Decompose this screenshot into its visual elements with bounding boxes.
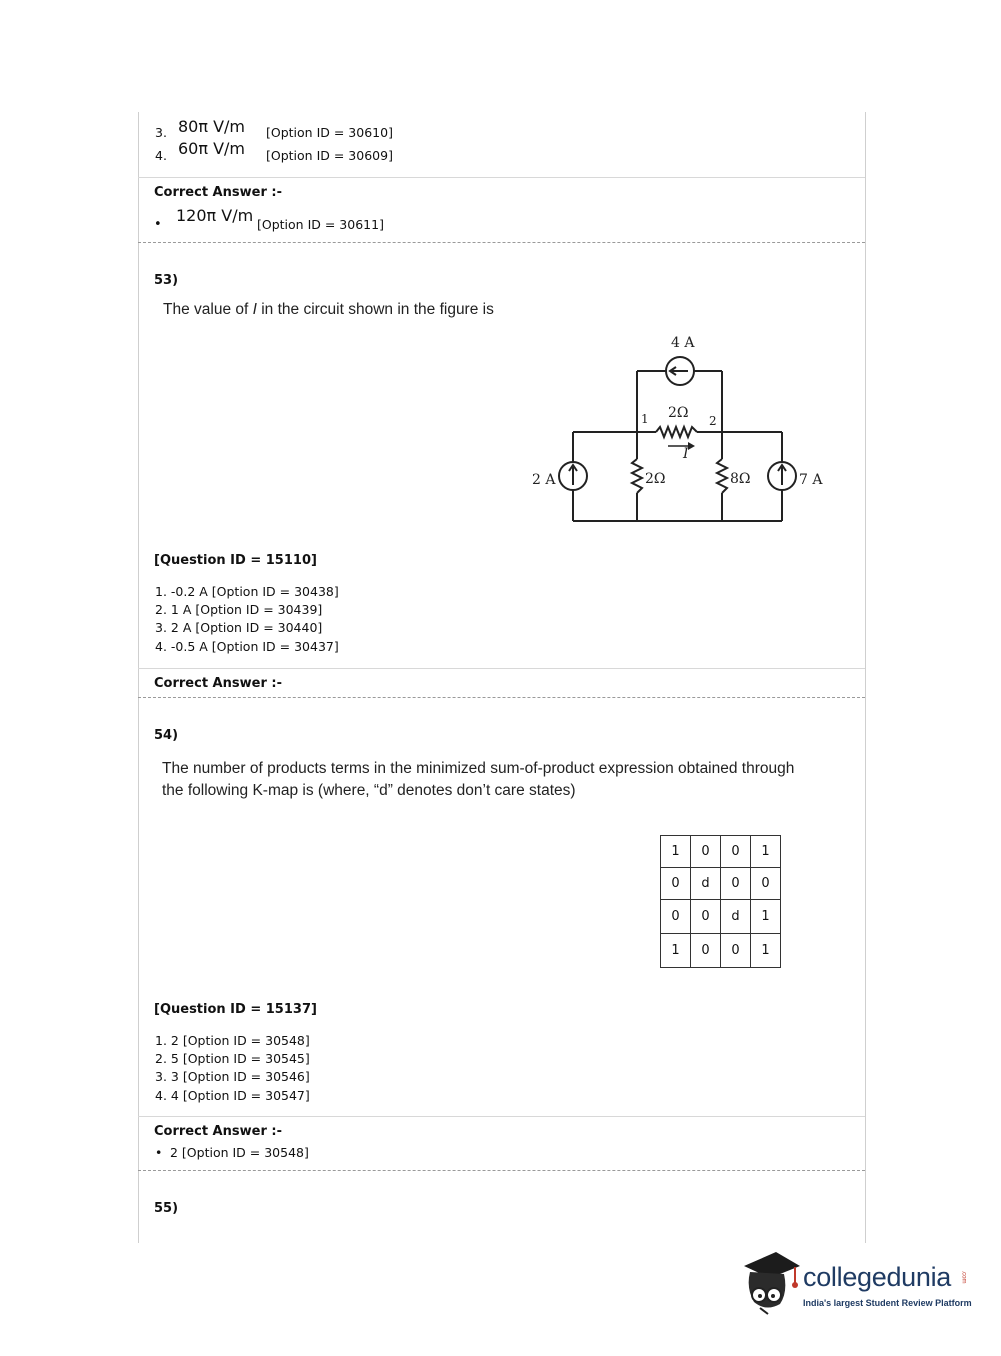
k-map-cell: 0 <box>721 868 751 900</box>
option-3-number: 3. <box>155 125 167 140</box>
k-map-cell: 0 <box>661 868 691 900</box>
label-source-top: 4 A <box>671 335 695 351</box>
question-text-53: The value of I in the circuit shown in the figure is <box>163 301 494 318</box>
option-53-3: 3. 2 A [Option ID = 30440] <box>155 620 323 636</box>
k-map-cell: d <box>721 900 751 934</box>
bullet: • <box>154 217 162 232</box>
k-map-row <box>661 868 781 900</box>
k-map-cell: 0 <box>661 900 691 934</box>
option-54-3: 3. 3 [Option ID = 30546] <box>155 1069 310 1085</box>
logo-suffix: .com <box>960 1270 967 1284</box>
option-53-4: 4. -0.5 A [Option ID = 30437] <box>155 638 339 654</box>
k-map-cell: 0 <box>691 900 721 934</box>
question-id-53: [Question ID = 15110] <box>154 553 317 568</box>
k-map-row <box>661 836 781 868</box>
correct-answer-label: Correct Answer :- <box>154 185 282 200</box>
label-r-right: 8Ω <box>730 471 751 487</box>
k-map-cell: 0 <box>691 836 721 868</box>
options-list-53 <box>155 583 339 656</box>
label-node-1: 1 <box>641 412 649 426</box>
label-current: I <box>683 446 689 462</box>
k-map-cell: 0 <box>751 868 781 900</box>
collegedunia-mascot-icon <box>740 1248 802 1318</box>
k-map-row <box>661 900 781 934</box>
question-id-54: [Question ID = 15137] <box>154 1002 317 1017</box>
option-4-value: 60π V/m <box>178 139 245 158</box>
circuit-diagram <box>525 325 835 530</box>
divider <box>138 177 865 178</box>
question-separator <box>138 697 865 698</box>
option-53-2: 2. 1 A [Option ID = 30439] <box>155 602 323 618</box>
k-map-cell: 1 <box>751 900 781 934</box>
k-map-cell: 0 <box>721 836 751 868</box>
label-source-right: 7 A <box>799 472 823 488</box>
option-4-number: 4. <box>155 148 167 163</box>
k-map-cell: 1 <box>751 934 781 968</box>
correct-answer-value: 120π V/m <box>176 206 254 225</box>
divider <box>138 1116 865 1117</box>
bullet: • <box>155 1145 163 1160</box>
logo-tagline: India's largest Student Review Platform <box>803 1298 972 1308</box>
option-4-id: [Option ID = 30609] <box>266 148 393 163</box>
k-map-cell: 0 <box>721 934 751 968</box>
k-map-cell: 1 <box>661 836 691 868</box>
option-54-2: 2. 5 [Option ID = 30545] <box>155 1051 310 1067</box>
k-map-table <box>660 835 781 968</box>
question-number-53: 53) <box>154 273 179 288</box>
question-separator <box>138 242 865 243</box>
k-map-row <box>661 934 781 968</box>
k-map-cell: d <box>691 868 721 900</box>
correct-answer-label-54: Correct Answer :- <box>154 1124 282 1139</box>
option-54-1: 1. 2 [Option ID = 30548] <box>155 1033 310 1048</box>
question-number-54: 54) <box>154 728 179 743</box>
correct-answer-id: [Option ID = 30611] <box>257 217 384 232</box>
label-node-2: 2 <box>709 414 717 428</box>
question-text-54-line-2: the following K-map is (where, “d” denotes don’t care states) <box>162 782 576 799</box>
option-54-4: 4. 4 [Option ID = 30547] <box>155 1087 310 1103</box>
k-map-cell: 0 <box>691 934 721 968</box>
option-3-value: 80π V/m <box>178 117 245 136</box>
k-map-cell: 1 <box>751 836 781 868</box>
divider <box>138 668 865 669</box>
question-number-55: 55) <box>154 1201 179 1216</box>
label-r-left: 2Ω <box>645 471 666 487</box>
k-map-cell: 1 <box>661 934 691 968</box>
option-53-1: 1. -0.2 A [Option ID = 30438] <box>155 584 339 599</box>
question-separator <box>138 1170 865 1171</box>
question-text-54-line-1: The number of products terms in the minimized sum-of-product expression obtained through <box>162 760 795 777</box>
options-list-54 <box>155 1032 310 1105</box>
label-r-middle: 2Ω <box>668 405 689 421</box>
correct-answer-value-54: 2 [Option ID = 30548] <box>170 1145 309 1160</box>
option-3-id: [Option ID = 30610] <box>266 125 393 140</box>
correct-answer-label-53: Correct Answer :- <box>154 676 282 691</box>
label-source-left: 2 A <box>532 472 556 488</box>
logo-name: collegedunia <box>803 1262 952 1292</box>
